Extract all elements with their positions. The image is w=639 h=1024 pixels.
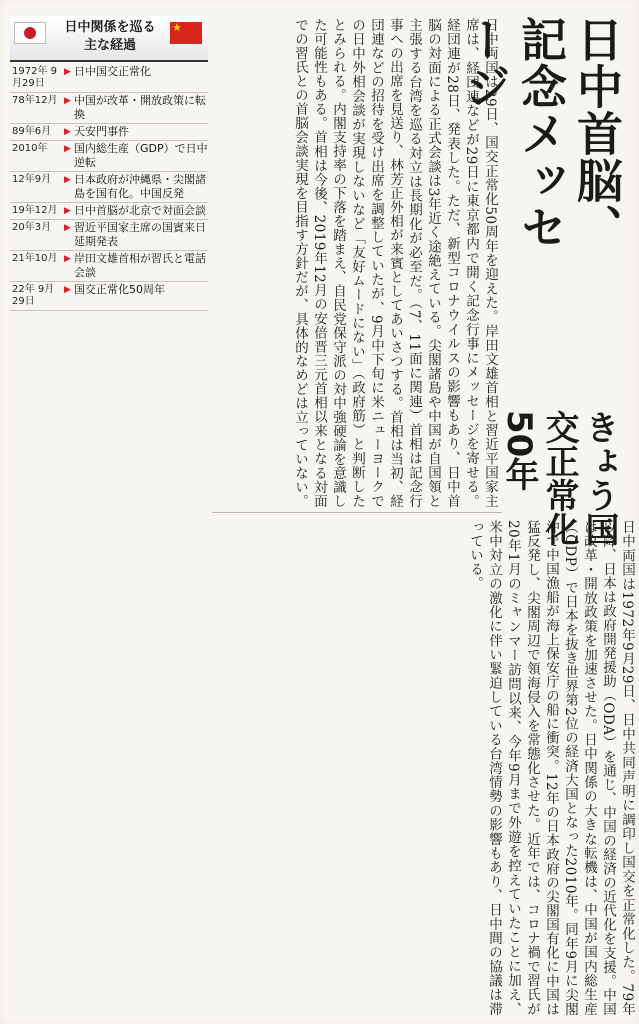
timeline-row xyxy=(10,124,208,141)
timeline-event: 天安門事件 xyxy=(74,125,129,138)
article-body-upper: 日中両国は29日、国交正常化50周年を迎えた。岸田文雄首相と習近平国家主席は、経団連などが29日に東京都内で開く記念行事にメッセージを寄せる。経団連が28日、発表した。ただ、新型コロナウイルスの影響もあり、日中首脳の対面による正式会談は3年近く途絶えている。尖閣諸島や中国が自国領と主張する台湾を巡る対立は長期化が必至だ。（7、11面に関連）首相は記念行事への出席を見送り、林芳正外相が来賓としてあいさつする。首相は当初、経団連などの招待を受け出席を調整していたが、9月中下旬に米ニューヨークでの日中外相会談が実現しないなど「友好ムードにない」（政府筋）と判断したとみられる。内閣支持率の下落を踏まえ、自民党保守派の対中強硬論を意識した可能性もある。首相は今後、2019年12月の安倍晋三元首相以来となる対面での習氏との首脳会談実現を目指す方針だが、具体的なめどは立っていない。 xyxy=(292,18,498,508)
timeline-date: 78年12月 xyxy=(12,95,58,106)
timeline-row xyxy=(10,220,208,251)
triangle-marker-icon: ▶ xyxy=(64,206,71,216)
headline: 日中首脳、記念メッセージ xyxy=(458,16,624,251)
timeline-row xyxy=(10,203,208,220)
timeline-row xyxy=(10,64,208,93)
headline-block xyxy=(458,16,625,576)
triangle-marker-icon: ▶ xyxy=(64,223,71,233)
timeline-event: 中国が改革・開放政策に転換 xyxy=(74,94,206,121)
newspaper-page xyxy=(4,4,635,1020)
timeline-title-line2: 主な経過 xyxy=(83,38,136,53)
timeline-date: 20年3月 xyxy=(12,222,52,233)
timeline-date: 22年 9月29日 xyxy=(12,284,55,307)
timeline-row xyxy=(10,172,208,203)
triangle-marker-icon: ▶ xyxy=(64,144,71,154)
timeline-date: 19年12月 xyxy=(12,205,58,216)
timeline-date: 2010年 xyxy=(12,143,48,154)
timeline-event: 国内総生産（GDP）で日中逆転 xyxy=(74,142,208,169)
timeline-list xyxy=(10,64,208,311)
china-flag-icon: ★ xyxy=(170,22,202,44)
japan-flag-icon xyxy=(14,22,46,44)
subheadline: きょう国交正常化50年 xyxy=(499,410,619,547)
timeline-event: 日本政府が沖縄県・尖閣諸島を国有化。中国反発 xyxy=(74,173,206,200)
timeline-date: 12年9月 xyxy=(12,174,52,185)
timeline-event: 岸田文雄首相が習氏と電話会談 xyxy=(74,252,206,279)
divider xyxy=(212,512,502,513)
triangle-marker-icon: ▶ xyxy=(64,175,71,185)
article-body-lower: 日中両国は1972年9月29日、日中共同声明に調印し国交を正常化した。79年以降、日本は政府開発援助（ODA）を通じ、中国の経済の近代化を支援。中国は改革・開放政策を加速させた。日中関係の大きな転機は、中国が国内総生産（GDP）で日本を抜き世界第2位の経済大国となった2010年。同年9月に尖閣沖で中国漁船が海上保安庁の船に衝突。12年の日本政府の尖閣国有化に中国は猛反発し、尖閣周辺で領海侵入を常態化させた。近年では、コロナ禍で習氏が20年1月のミャンマー訪問以来、今年9月まで外遊を控えていたことに加え、米中対立の激化に伴い緊迫している台湾情勢の影響もあり、日中間の協議は滞っている。 xyxy=(467,520,635,1016)
timeline-event: 習近平国家主席の国賓来日延期発表 xyxy=(74,221,206,248)
timeline-date: 1972年 9月29日 xyxy=(12,66,57,89)
timeline-event: 日中国交正常化 xyxy=(74,65,151,78)
triangle-marker-icon: ▶ xyxy=(64,96,71,106)
timeline-event: 国交正常化50周年 xyxy=(74,283,165,296)
triangle-marker-icon: ▶ xyxy=(64,67,71,77)
timeline-date: 89年6月 xyxy=(12,126,52,137)
triangle-marker-icon: ▶ xyxy=(64,285,71,295)
timeline-title-line1: 日中関係を巡る xyxy=(64,20,156,35)
timeline-header xyxy=(10,16,208,62)
timeline-event: 日中首脳が北京で対面会談 xyxy=(74,204,206,217)
triangle-marker-icon: ▶ xyxy=(64,127,71,137)
timeline-title xyxy=(50,19,170,55)
timeline-row xyxy=(10,141,208,172)
timeline-row xyxy=(10,93,208,124)
triangle-marker-icon: ▶ xyxy=(64,254,71,264)
timeline-row xyxy=(10,251,208,282)
timeline-row xyxy=(10,282,208,311)
timeline-box xyxy=(10,16,208,334)
timeline-date: 21年10月 xyxy=(12,253,58,264)
